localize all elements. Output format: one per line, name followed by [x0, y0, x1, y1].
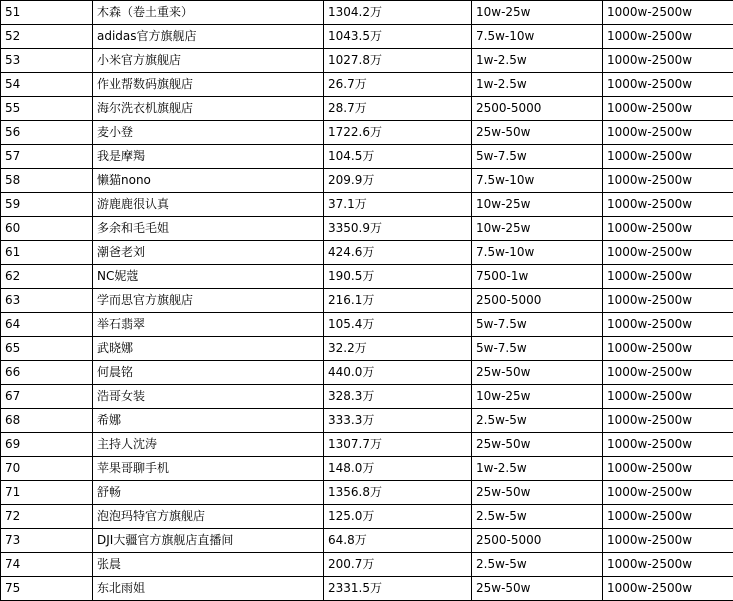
followers-cell: 333.3万: [324, 409, 472, 433]
sales-volume-cell: 25w-50w: [472, 121, 603, 145]
followers-cell: 1304.2万: [324, 1, 472, 25]
name-cell: 小米官方旗舰店: [93, 49, 324, 73]
name-cell: adidas官方旗舰店: [93, 25, 324, 49]
sales-amount-cell: 1000w-2500w: [603, 361, 733, 385]
sales-amount-cell: 1000w-2500w: [603, 145, 733, 169]
rank-cell: 61: [1, 241, 93, 265]
rank-cell: 62: [1, 265, 93, 289]
name-cell: 木森（卷土重来）: [93, 1, 324, 25]
followers-cell: 1043.5万: [324, 25, 472, 49]
sales-amount-cell: 1000w-2500w: [603, 337, 733, 361]
sales-volume-cell: 7.5w-10w: [472, 25, 603, 49]
followers-cell: 2331.5万: [324, 577, 472, 601]
rank-cell: 68: [1, 409, 93, 433]
followers-cell: 104.5万: [324, 145, 472, 169]
table-row: [1, 577, 733, 601]
table-body: [1, 1, 733, 601]
table-row: [1, 433, 733, 457]
followers-cell: 216.1万: [324, 289, 472, 313]
sales-amount-cell: 1000w-2500w: [603, 121, 733, 145]
name-cell: 海尔洗衣机旗舰店: [93, 97, 324, 121]
sales-amount-cell: 1000w-2500w: [603, 193, 733, 217]
rank-cell: 74: [1, 553, 93, 577]
table-row: [1, 313, 733, 337]
name-cell: 张晨: [93, 553, 324, 577]
rank-cell: 60: [1, 217, 93, 241]
sales-amount-cell: 1000w-2500w: [603, 313, 733, 337]
name-cell: 希娜: [93, 409, 324, 433]
name-cell: NC妮蔻: [93, 265, 324, 289]
followers-cell: 200.7万: [324, 553, 472, 577]
table-row: [1, 97, 733, 121]
followers-cell: 440.0万: [324, 361, 472, 385]
rank-cell: 72: [1, 505, 93, 529]
followers-cell: 1722.6万: [324, 121, 472, 145]
sales-volume-cell: 10w-25w: [472, 385, 603, 409]
table-row: [1, 385, 733, 409]
followers-cell: 424.6万: [324, 241, 472, 265]
table-row: [1, 265, 733, 289]
rank-cell: 73: [1, 529, 93, 553]
rank-cell: 70: [1, 457, 93, 481]
sales-amount-cell: 1000w-2500w: [603, 25, 733, 49]
table-row: [1, 121, 733, 145]
name-cell: 何晨铭: [93, 361, 324, 385]
followers-cell: 105.4万: [324, 313, 472, 337]
name-cell: 懒猫nono: [93, 169, 324, 193]
followers-cell: 1307.7万: [324, 433, 472, 457]
name-cell: 游鹿鹿很认真: [93, 193, 324, 217]
sales-amount-cell: 1000w-2500w: [603, 481, 733, 505]
table-row: [1, 481, 733, 505]
sales-volume-cell: 5w-7.5w: [472, 337, 603, 361]
sales-amount-cell: 1000w-2500w: [603, 433, 733, 457]
table-row: [1, 49, 733, 73]
table-row: [1, 217, 733, 241]
followers-cell: 32.2万: [324, 337, 472, 361]
table-row: [1, 241, 733, 265]
name-cell: 泡泡玛特官方旗舰店: [93, 505, 324, 529]
table-row: [1, 73, 733, 97]
name-cell: 浩哥女装: [93, 385, 324, 409]
table-row: [1, 193, 733, 217]
rank-cell: 55: [1, 97, 93, 121]
sales-amount-cell: 1000w-2500w: [603, 169, 733, 193]
rank-cell: 64: [1, 313, 93, 337]
rank-cell: 57: [1, 145, 93, 169]
table-row: [1, 145, 733, 169]
rank-cell: 58: [1, 169, 93, 193]
rank-cell: 63: [1, 289, 93, 313]
sales-amount-cell: 1000w-2500w: [603, 385, 733, 409]
followers-cell: 3350.9万: [324, 217, 472, 241]
table-row: [1, 529, 733, 553]
name-cell: 东北雨姐: [93, 577, 324, 601]
sales-volume-cell: 1w-2.5w: [472, 49, 603, 73]
name-cell: 舒畅: [93, 481, 324, 505]
rank-cell: 52: [1, 25, 93, 49]
sales-amount-cell: 1000w-2500w: [603, 217, 733, 241]
rank-cell: 71: [1, 481, 93, 505]
sales-volume-cell: 10w-25w: [472, 217, 603, 241]
sales-volume-cell: 2.5w-5w: [472, 409, 603, 433]
table-row: [1, 25, 733, 49]
sales-volume-cell: 7.5w-10w: [472, 169, 603, 193]
sales-volume-cell: 2500-5000: [472, 289, 603, 313]
sales-volume-cell: 2500-5000: [472, 529, 603, 553]
sales-amount-cell: 1000w-2500w: [603, 553, 733, 577]
followers-cell: 64.8万: [324, 529, 472, 553]
rank-cell: 51: [1, 1, 93, 25]
table-row: [1, 361, 733, 385]
table-row: [1, 505, 733, 529]
name-cell: DJI大疆官方旗舰店直播间: [93, 529, 324, 553]
followers-cell: 1027.8万: [324, 49, 472, 73]
followers-cell: 1356.8万: [324, 481, 472, 505]
followers-cell: 148.0万: [324, 457, 472, 481]
followers-cell: 125.0万: [324, 505, 472, 529]
sales-amount-cell: 1000w-2500w: [603, 457, 733, 481]
sales-amount-cell: 1000w-2500w: [603, 529, 733, 553]
rank-cell: 65: [1, 337, 93, 361]
rank-cell: 54: [1, 73, 93, 97]
rank-cell: 69: [1, 433, 93, 457]
table-row: [1, 337, 733, 361]
rank-cell: 67: [1, 385, 93, 409]
table-row: [1, 553, 733, 577]
name-cell: 举石翡翠: [93, 313, 324, 337]
name-cell: 学而思官方旗舰店: [93, 289, 324, 313]
name-cell: 主持人沈涛: [93, 433, 324, 457]
rank-cell: 66: [1, 361, 93, 385]
name-cell: 作业帮数码旗舰店: [93, 73, 324, 97]
name-cell: 苹果哥聊手机: [93, 457, 324, 481]
followers-cell: 28.7万: [324, 97, 472, 121]
rank-cell: 59: [1, 193, 93, 217]
followers-cell: 209.9万: [324, 169, 472, 193]
sales-amount-cell: 1000w-2500w: [603, 73, 733, 97]
sales-amount-cell: 1000w-2500w: [603, 409, 733, 433]
sales-volume-cell: 2500-5000: [472, 97, 603, 121]
name-cell: 潮爸老刘: [93, 241, 324, 265]
name-cell: 麦小登: [93, 121, 324, 145]
sales-amount-cell: 1000w-2500w: [603, 577, 733, 601]
sales-amount-cell: 1000w-2500w: [603, 241, 733, 265]
sales-amount-cell: 1000w-2500w: [603, 49, 733, 73]
sales-volume-cell: 10w-25w: [472, 193, 603, 217]
sales-volume-cell: 25w-50w: [472, 433, 603, 457]
sales-volume-cell: 2.5w-5w: [472, 505, 603, 529]
sales-amount-cell: 1000w-2500w: [603, 97, 733, 121]
table-row: [1, 289, 733, 313]
sales-volume-cell: 5w-7.5w: [472, 145, 603, 169]
sales-amount-cell: 1000w-2500w: [603, 1, 733, 25]
table-row: [1, 169, 733, 193]
table-row: [1, 457, 733, 481]
rank-cell: 53: [1, 49, 93, 73]
followers-cell: 26.7万: [324, 73, 472, 97]
table-row: [1, 1, 733, 25]
sales-amount-cell: 1000w-2500w: [603, 265, 733, 289]
sales-volume-cell: 25w-50w: [472, 577, 603, 601]
name-cell: 我是摩羯: [93, 145, 324, 169]
sales-volume-cell: 7.5w-10w: [472, 241, 603, 265]
sales-volume-cell: 25w-50w: [472, 481, 603, 505]
sales-volume-cell: 2.5w-5w: [472, 553, 603, 577]
sales-volume-cell: 5w-7.5w: [472, 313, 603, 337]
table-row: [1, 409, 733, 433]
sales-volume-cell: 1w-2.5w: [472, 73, 603, 97]
sales-amount-cell: 1000w-2500w: [603, 289, 733, 313]
sales-volume-cell: 7500-1w: [472, 265, 603, 289]
name-cell: 多余和毛毛姐: [93, 217, 324, 241]
name-cell: 武晓娜: [93, 337, 324, 361]
sales-volume-cell: 10w-25w: [472, 1, 603, 25]
sales-amount-cell: 1000w-2500w: [603, 505, 733, 529]
followers-cell: 37.1万: [324, 193, 472, 217]
sales-volume-cell: 25w-50w: [472, 361, 603, 385]
followers-cell: 190.5万: [324, 265, 472, 289]
rank-cell: 75: [1, 577, 93, 601]
followers-cell: 328.3万: [324, 385, 472, 409]
rank-cell: 56: [1, 121, 93, 145]
sales-volume-cell: 1w-2.5w: [472, 457, 603, 481]
